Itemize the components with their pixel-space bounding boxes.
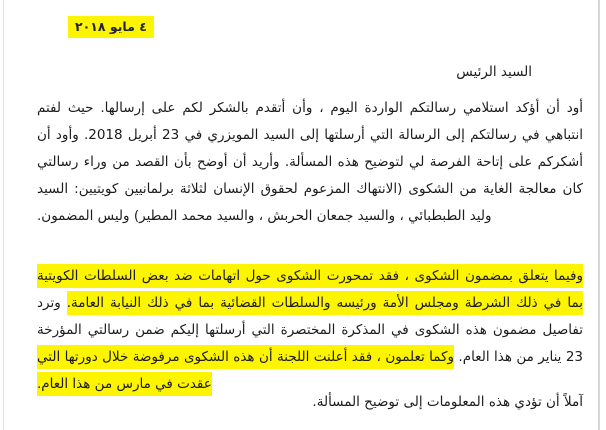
date-highlight	[68, 16, 154, 38]
body-paragraph-2	[37, 263, 583, 398]
greeting-line: السيد الرئيس	[456, 64, 532, 80]
text-run: وترد تفاصيل مضمون هذه الشكوى في المذكرة المختصرة التي أرسلتها إليكم ضمن رسالتي المؤرخة 23 يناير من هذا العام.	[37, 295, 583, 365]
page-edge-right	[598, 0, 600, 430]
highlighted-text-run: وفيما يتعلق بمضمون الشكوى ، فقد تمحورت الشكوى حول اتهامات ضد بعض السلطات الكويتية بما في ذلك الشرطة ومجلس الأمة ورئيسه والسلطات القضائية بما في ذلك النيابة العامة.	[37, 264, 583, 315]
closing-line: آملاً أن تؤدي هذه المعلومات إلى توضيح المسألة.	[312, 394, 583, 410]
highlighted-text-run: وكما تعلمون ، فقد أعلنت اللجنة أن هذه الشكوى مرفوضة خلال دورتها التي عقدت في مارس من هذا العام.	[37, 345, 454, 396]
page-edge-left	[3, 0, 4, 430]
body-paragraph-1: أود أن أؤكد استلامي رسالتكم الواردة اليوم ، وأن أتقدم بالشكر لكم على إرسالها. حيث لفتم انتباهي في رسالتكم إلى الرسالة التي أرسلتها إلى السيد المويزري في 23 أبريل 2018. وأود أن أشكركم على إتاحة الفرصة لي لتوضيح هذه المسألة. وأريد أن أوضح بأن القصد من وراء رسالتي كان معالجة الغاية من الشكوى (الانتهاك المزعوم لحقوق الإنسان لثلاثة برلمانيين كويتيين: السيد وليد الطبطبائي ، والسيد جمعان الحربش ، والسيد محمد المطير) وليس المضمون.	[37, 100, 583, 224]
letter-date: ٤ مايو ٢٠١٨	[75, 19, 147, 34]
